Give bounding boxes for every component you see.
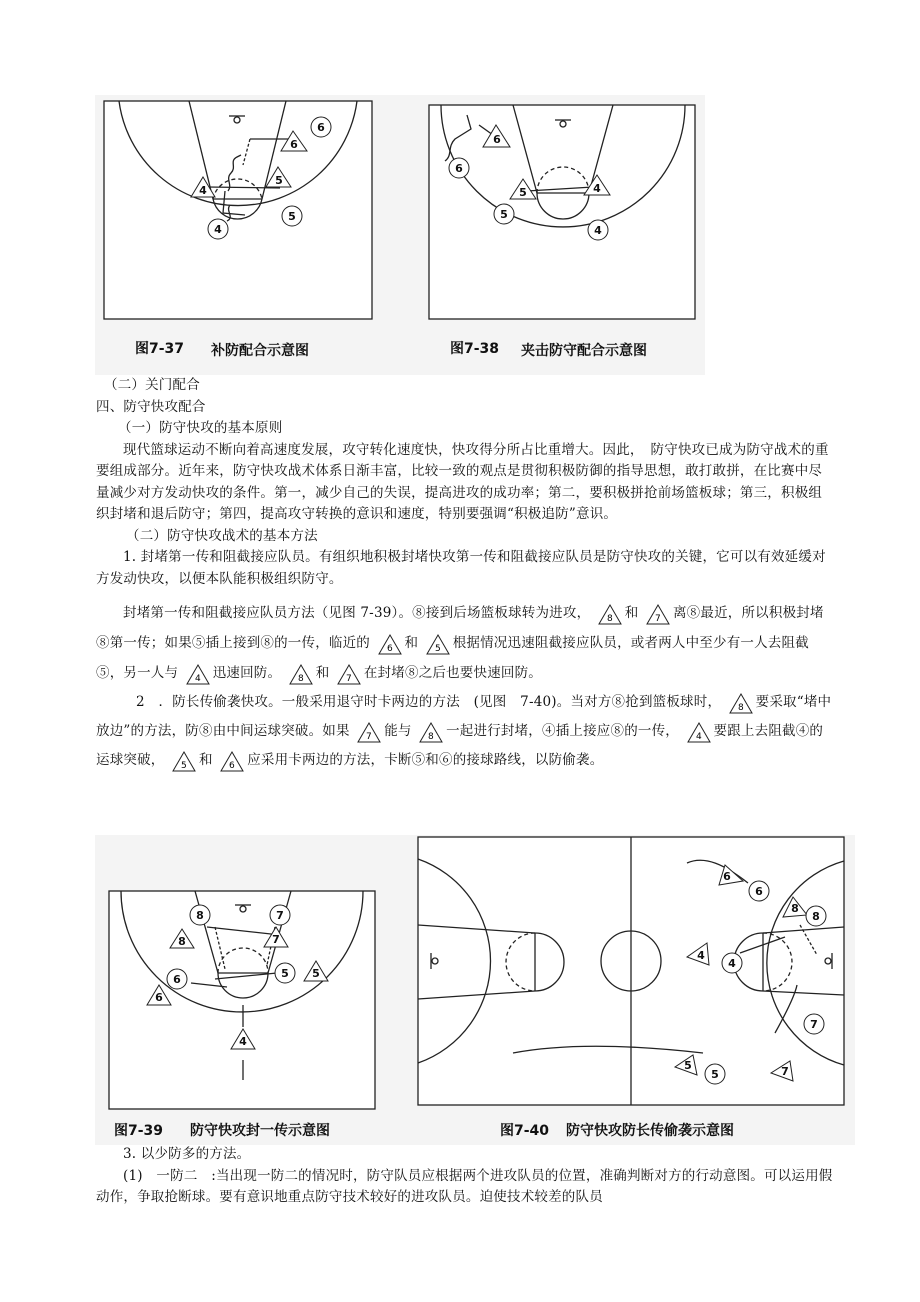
svg-text:8: 8 — [791, 902, 799, 915]
svg-text:4: 4 — [594, 224, 602, 237]
m2-a: 2 ．防长传偷袭快攻。一般采用退守时卡两边的方法 (见图 7-40)。当对方⑧抢到篮板球时， — [136, 694, 722, 710]
svg-text:7: 7 — [781, 1065, 789, 1078]
svg-text:8: 8 — [606, 613, 613, 624]
svg-text:4: 4 — [194, 673, 201, 684]
svg-text:5: 5 — [519, 186, 527, 199]
svg-text:5: 5 — [312, 967, 320, 980]
player-8-triangle-icon — [728, 691, 754, 715]
m2-b: 要采取“堵中放边”的方法，防⑧由中间运球突破。如果 — [96, 694, 832, 739]
player-7-triangle-icon — [336, 662, 362, 686]
caption-7-37-title: 补防配合示意图 — [211, 343, 309, 359]
svg-text:5: 5 — [684, 1059, 692, 1072]
paragraph-method-1: 1. 封堵第一传和阻截接应队员。有组织地积极封堵快攻第一传和阻截接应队员是防守快攻的关键，它可以有效延缓对方发动快攻，以便本队能积极组织防守。 — [96, 549, 826, 587]
caption-7-38-num: 图7-38 — [450, 341, 500, 357]
heading-guanmen: （二）关门配合 — [104, 377, 200, 393]
paragraph-method-2 — [96, 688, 834, 775]
paragraph-intro: 现代篮球运动不断向着高速度发展，攻守转化速度快，快攻得分所占比重增大。因此， 防守快攻已成为防守战术的重要组成部分。近年来，防守快攻战术体系日渐丰富，比较一致的观点是贯彻积极防御的指导思想，敢打敢拼，在比赛中尽量减少对方发动快攻的条件。第一，减少自己的失误，提高进攻的成功率；第二，要积极拼抢前场篮板球；第三，积极组织封堵和退后防守；第四，提高攻守转换的意识和速度，特别要强调“积极追防”意识。 — [96, 441, 829, 522]
paragraph-method-3-1: (1) 一防二 :当出现一防二的情况时，防守队员应根据两个进攻队员的位置，准确判断对方的行动意图。可以运用假动作，争取抢断球。要有意识地重点防守技术较好的进攻队员。迫使技术较差的队员 — [96, 1167, 833, 1205]
svg-text:4: 4 — [239, 1035, 247, 1048]
m2-c: 能与 — [384, 723, 412, 739]
svg-text:6: 6 — [723, 870, 731, 883]
svg-text:8: 8 — [428, 731, 435, 742]
svg-text:7: 7 — [655, 613, 661, 624]
player-8-triangle-icon — [597, 602, 623, 626]
m1b-a: 封堵第一传和阻截接应队员方法（见图 7-39）。⑧接到后场篮板球转为进攻， — [123, 605, 591, 621]
svg-text:6: 6 — [317, 121, 325, 134]
svg-text:7: 7 — [345, 673, 352, 684]
caption-7-40-num: 图7-40 — [500, 1123, 550, 1139]
caption-7-37-num: 图7-37 — [135, 341, 185, 357]
m1b-d: 和 — [404, 635, 419, 651]
player-4-triangle-icon — [185, 662, 211, 686]
svg-text:4: 4 — [728, 957, 736, 970]
m1b-h: 在封堵⑧之后也要快速回防。 — [363, 665, 543, 681]
heading-methods: （二）防守快攻战术的基本方法 — [126, 527, 318, 544]
svg-text:7: 7 — [276, 909, 284, 922]
court-7-37 — [104, 101, 372, 319]
svg-text:5: 5 — [500, 208, 508, 221]
player-4-triangle-icon — [686, 720, 712, 744]
svg-text:5: 5 — [275, 174, 283, 187]
svg-text:4: 4 — [199, 184, 207, 197]
m1b-e: 根据情况迅速阻截接应队员，或者两人中至少有一人去阻截⑤，另一人与 — [96, 635, 809, 681]
svg-text:4: 4 — [593, 182, 601, 195]
player-6-triangle-icon — [219, 749, 245, 773]
player-8-triangle-icon — [418, 720, 444, 744]
court-7-40 — [418, 837, 844, 1105]
svg-text:5: 5 — [288, 210, 296, 223]
court-7-38 — [429, 105, 695, 319]
svg-text:6: 6 — [455, 162, 463, 175]
player-6-triangle-icon — [377, 632, 403, 656]
svg-text:8: 8 — [178, 935, 186, 948]
svg-text:4: 4 — [697, 949, 705, 962]
svg-text:5: 5 — [711, 1068, 719, 1081]
paragraph-method-3: 3. 以少防多的方法。 — [123, 1146, 251, 1162]
caption-7-39-num: 图7-39 — [114, 1123, 164, 1139]
svg-text:8: 8 — [812, 910, 820, 923]
player-7-triangle-icon — [356, 720, 382, 744]
svg-text:7: 7 — [810, 1018, 818, 1031]
m2-f: 和 — [199, 752, 213, 768]
heading-principles: （一）防守快攻的基本原则 — [118, 420, 283, 436]
svg-text:8: 8 — [737, 702, 744, 713]
text-block-upper — [96, 375, 834, 775]
figures-7-39-7-40 — [95, 835, 855, 1145]
m2-d: 一起进行封堵，④插上接应⑧的一传， — [446, 723, 680, 739]
svg-text:7: 7 — [272, 933, 280, 946]
svg-text:6: 6 — [493, 133, 501, 146]
player-8-triangle-icon — [288, 662, 314, 686]
svg-text:6: 6 — [755, 885, 763, 898]
court-7-39 — [109, 891, 375, 1109]
caption-7-38-title: 夹击防守配合示意图 — [521, 343, 647, 359]
svg-text:6: 6 — [290, 138, 298, 151]
player-5-triangle-icon — [171, 749, 197, 773]
svg-text:6: 6 — [229, 760, 236, 771]
svg-text:6: 6 — [386, 643, 393, 654]
svg-text:5: 5 — [434, 643, 441, 654]
m1b-g: 和 — [315, 665, 330, 681]
m2-g: 应采用卡两边的方法，卡断⑤和⑥的接球路线，以防偷袭。 — [247, 752, 604, 768]
svg-text:4: 4 — [214, 223, 222, 236]
m1b-c: 离⑧最近，所以积极封堵⑧第一传；如果⑤插上接到⑧的一传，临近的 — [96, 605, 824, 651]
m1b-b: 和 — [624, 605, 639, 621]
svg-text:6: 6 — [155, 991, 163, 1004]
svg-text:5: 5 — [181, 760, 187, 771]
svg-text:5: 5 — [281, 967, 289, 980]
svg-text:7: 7 — [366, 731, 373, 742]
text-block-lower — [96, 1144, 834, 1209]
figures-7-37-7-38 — [95, 95, 705, 375]
player-7-triangle-icon — [645, 602, 671, 626]
caption-7-39-title: 防守快攻封一传示意图 — [190, 1123, 330, 1139]
m1b-f: 迅速回防。 — [212, 665, 282, 681]
svg-text:8: 8 — [297, 673, 304, 684]
paragraph-method-1b — [96, 598, 834, 688]
player-5-triangle-icon — [425, 632, 451, 656]
m2-e: 要跟上去阻截④的运球突破， — [96, 723, 824, 768]
svg-text:6: 6 — [173, 973, 181, 986]
svg-text:8: 8 — [196, 909, 204, 922]
caption-7-40-title: 防守快攻防长传偷袭示意图 — [566, 1123, 734, 1139]
svg-text:4: 4 — [695, 731, 702, 742]
heading-sec4: 四、防守快攻配合 — [96, 398, 206, 415]
